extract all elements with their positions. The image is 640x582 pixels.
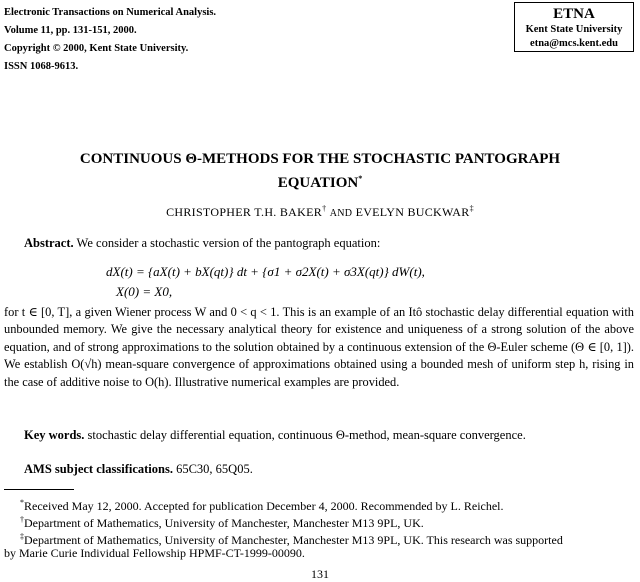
abstract-intro-text: We consider a stochastic version of the pantograph equation: — [76, 236, 381, 250]
abstract-label: Abstract. — [24, 236, 74, 250]
abstract-intro — [24, 236, 380, 251]
journal-issn: ISSN 1068-9613. — [4, 61, 79, 72]
authors — [0, 204, 640, 220]
paper-title — [20, 149, 620, 193]
etna-box — [514, 2, 634, 52]
footnote-received-text: Received May 12, 2000. Accepted for publication December 4, 2000. Recommended by L. Reichel. — [24, 499, 504, 513]
title-line-1: CONTINUOUS Θ-METHODS FOR THE STOCHASTIC PANTOGRAPH — [79, 151, 561, 167]
journal-copyright: Copyright © 2000, Kent State University. — [4, 43, 189, 54]
footnote-buckwar-text: Department of Mathematics, University of Manchester, Manchester M13 9PL, UK. This research was supported — [24, 533, 563, 547]
author-baker-mark: † — [322, 204, 327, 213]
keywords-label: Key words. — [24, 428, 85, 442]
ams-label: AMS subject classifications. — [24, 462, 173, 476]
ams-text: 65C30, 65Q05. — [176, 462, 253, 476]
journal-volume: Volume 11, pp. 131-151, 2000. — [4, 25, 137, 36]
and-word: AND — [329, 208, 353, 219]
equation-1: dX(t) = {aX(t) + bX(qt)} dt + {σ1 + σ2X(t) + σ3X(qt)} dW(t), — [106, 264, 425, 279]
author-buckwar-mark: ‡ — [469, 204, 474, 213]
abstract-body: for t ∈ [0, T], a given Wiener process W and 0 < q < 1. This is an example of an Itô stochastic delay differential equation with unbounded memory. We give the necessary analytical theory for existence and uniqueness of a strong solution of the above equation, and of strong approximations to the solution obtained by a continuous extension of the Θ-Euler scheme (Θ ∈ [0, 1]). We establish O(√h) mean-square convergence of approximations obtained using a bounded mesh of uniform step h, rising in the case of additive noise to O(h). Illustrative numerical examples are provided. — [4, 305, 634, 389]
title-line-2-text: EQUATION — [277, 175, 359, 191]
author-baker: CHRISTOPHER T.H. BAKER — [166, 205, 323, 219]
page-number: 131 — [311, 567, 329, 581]
title-line-2 — [20, 169, 620, 193]
author-buckwar: EVELYN BUCKWAR — [355, 205, 470, 219]
footnote-buckwar-cont: by Marie Curie Individual Fellowship HPMF-CT-1999-00090. — [4, 546, 305, 560]
ams-classifications — [24, 462, 253, 477]
journal-name: Electronic Transactions on Numerical Analysis. — [4, 7, 217, 18]
footnote-received-mark: * — [20, 498, 24, 507]
etna-email: etna@mcs.kent.edu — [530, 38, 618, 49]
footnote-baker-mark: † — [20, 515, 24, 524]
title-footnote-mark: * — [358, 174, 363, 183]
footnote-rule — [4, 489, 74, 490]
keywords-text: stochastic delay differential equation, continuous Θ-method, mean-square convergence. — [87, 428, 526, 442]
footnote-buckwar-mark: ‡ — [20, 532, 24, 541]
etna-university: Kent State University — [525, 24, 623, 35]
equation-2: X(0) = X0, — [116, 284, 173, 299]
etna-name: ETNA — [553, 6, 595, 22]
journal-header — [4, 4, 216, 76]
footnote-baker-text: Department of Mathematics, University of Manchester, Manchester M13 9PL, UK. — [24, 516, 424, 530]
keywords — [24, 428, 526, 443]
